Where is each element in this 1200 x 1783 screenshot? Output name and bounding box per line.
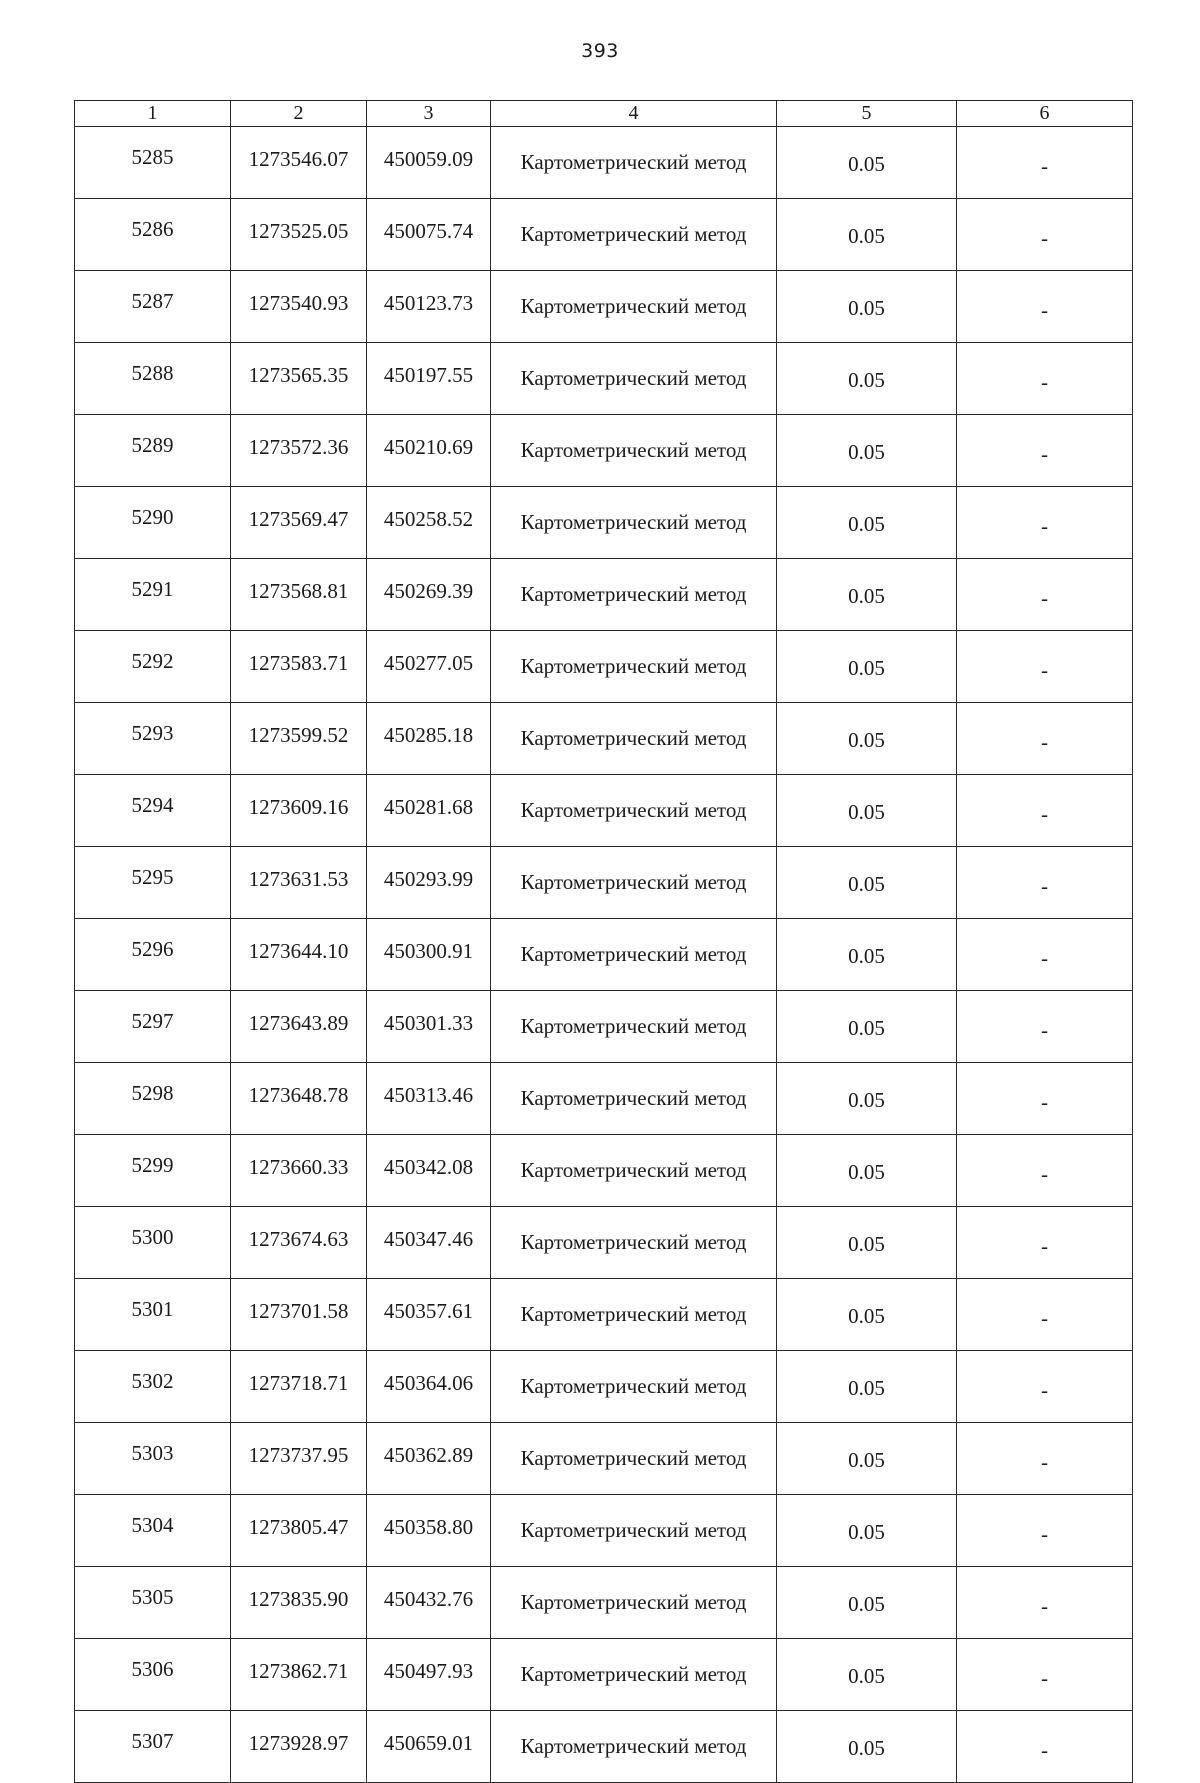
- table-row: [75, 847, 1133, 919]
- x-coordinate-cell: 1273644.10: [231, 919, 367, 991]
- table-body: [75, 127, 1133, 1783]
- note-cell: -: [957, 991, 1133, 1063]
- point-number-cell: 5288: [75, 343, 231, 415]
- header-col-6: 6: [957, 101, 1133, 127]
- table-row: [75, 1135, 1133, 1207]
- y-coordinate-cell: 450342.08: [367, 1135, 491, 1207]
- note-cell: -: [957, 199, 1133, 271]
- point-number-cell: 5285: [75, 127, 231, 199]
- header-col-5: 5: [777, 101, 957, 127]
- method-cell: Картометрический метод: [491, 1423, 777, 1495]
- table-row: [75, 1207, 1133, 1279]
- table-row: [75, 1711, 1133, 1783]
- note-cell: -: [957, 1495, 1133, 1567]
- method-cell: Картометрический метод: [491, 487, 777, 559]
- note-cell: -: [957, 271, 1133, 343]
- accuracy-cell: 0.05: [777, 919, 957, 991]
- accuracy-cell: 0.05: [777, 1423, 957, 1495]
- table-row: [75, 127, 1133, 199]
- x-coordinate-cell: 1273583.71: [231, 631, 367, 703]
- y-coordinate-cell: 450432.76: [367, 1567, 491, 1639]
- accuracy-cell: 0.05: [777, 631, 957, 703]
- note-cell: -: [957, 1639, 1133, 1711]
- table-row: [75, 1639, 1133, 1711]
- y-coordinate-cell: 450301.33: [367, 991, 491, 1063]
- method-cell: Картометрический метод: [491, 1279, 777, 1351]
- method-cell: Картометрический метод: [491, 559, 777, 631]
- x-coordinate-cell: 1273718.71: [231, 1351, 367, 1423]
- table-row: [75, 1351, 1133, 1423]
- table-row: [75, 487, 1133, 559]
- accuracy-cell: 0.05: [777, 703, 957, 775]
- x-coordinate-cell: 1273674.63: [231, 1207, 367, 1279]
- accuracy-cell: 0.05: [777, 1639, 957, 1711]
- method-cell: Картометрический метод: [491, 631, 777, 703]
- y-coordinate-cell: 450358.80: [367, 1495, 491, 1567]
- header-col-1: 1: [75, 101, 231, 127]
- point-number-cell: 5299: [75, 1135, 231, 1207]
- point-number-cell: 5301: [75, 1279, 231, 1351]
- x-coordinate-cell: 1273648.78: [231, 1063, 367, 1135]
- accuracy-cell: 0.05: [777, 127, 957, 199]
- accuracy-cell: 0.05: [777, 775, 957, 847]
- method-cell: Картометрический метод: [491, 847, 777, 919]
- table-row: [75, 703, 1133, 775]
- accuracy-cell: 0.05: [777, 559, 957, 631]
- table-row: [75, 775, 1133, 847]
- method-cell: Картометрический метод: [491, 1711, 777, 1783]
- accuracy-cell: 0.05: [777, 415, 957, 487]
- method-cell: Картометрический метод: [491, 1567, 777, 1639]
- table-row: [75, 343, 1133, 415]
- note-cell: -: [957, 1135, 1133, 1207]
- method-cell: Картометрический метод: [491, 703, 777, 775]
- method-cell: Картометрический метод: [491, 1135, 777, 1207]
- note-cell: -: [957, 487, 1133, 559]
- method-cell: Картометрический метод: [491, 775, 777, 847]
- x-coordinate-cell: 1273546.07: [231, 127, 367, 199]
- x-coordinate-cell: 1273599.52: [231, 703, 367, 775]
- point-number-cell: 5302: [75, 1351, 231, 1423]
- accuracy-cell: 0.05: [777, 991, 957, 1063]
- table-row: [75, 631, 1133, 703]
- note-cell: -: [957, 343, 1133, 415]
- point-number-cell: 5298: [75, 1063, 231, 1135]
- accuracy-cell: 0.05: [777, 1351, 957, 1423]
- y-coordinate-cell: 450059.09: [367, 127, 491, 199]
- point-number-cell: 5296: [75, 919, 231, 991]
- note-cell: -: [957, 847, 1133, 919]
- method-cell: Картометрический метод: [491, 199, 777, 271]
- x-coordinate-cell: 1273569.47: [231, 487, 367, 559]
- point-number-cell: 5291: [75, 559, 231, 631]
- page-number: 393: [581, 40, 619, 62]
- x-coordinate-cell: 1273862.71: [231, 1639, 367, 1711]
- table-row: [75, 199, 1133, 271]
- accuracy-cell: 0.05: [777, 199, 957, 271]
- accuracy-cell: 0.05: [777, 1711, 957, 1783]
- method-cell: Картометрический метод: [491, 991, 777, 1063]
- y-coordinate-cell: 450659.01: [367, 1711, 491, 1783]
- y-coordinate-cell: 450269.39: [367, 559, 491, 631]
- accuracy-cell: 0.05: [777, 1495, 957, 1567]
- point-number-cell: 5286: [75, 199, 231, 271]
- coordinates-table: [74, 100, 1133, 1783]
- point-number-cell: 5289: [75, 415, 231, 487]
- note-cell: -: [957, 1063, 1133, 1135]
- y-coordinate-cell: 450362.89: [367, 1423, 491, 1495]
- point-number-cell: 5290: [75, 487, 231, 559]
- note-cell: -: [957, 415, 1133, 487]
- table-row: [75, 919, 1133, 991]
- y-coordinate-cell: 450285.18: [367, 703, 491, 775]
- method-cell: Картометрический метод: [491, 415, 777, 487]
- point-number-cell: 5295: [75, 847, 231, 919]
- x-coordinate-cell: 1273609.16: [231, 775, 367, 847]
- point-number-cell: 5297: [75, 991, 231, 1063]
- x-coordinate-cell: 1273835.90: [231, 1567, 367, 1639]
- y-coordinate-cell: 450258.52: [367, 487, 491, 559]
- x-coordinate-cell: 1273568.81: [231, 559, 367, 631]
- accuracy-cell: 0.05: [777, 847, 957, 919]
- x-coordinate-cell: 1273805.47: [231, 1495, 367, 1567]
- point-number-cell: 5304: [75, 1495, 231, 1567]
- note-cell: -: [957, 1279, 1133, 1351]
- method-cell: Картометрический метод: [491, 1639, 777, 1711]
- x-coordinate-cell: 1273737.95: [231, 1423, 367, 1495]
- table-row: [75, 271, 1133, 343]
- note-cell: -: [957, 1423, 1133, 1495]
- table-row: [75, 991, 1133, 1063]
- point-number-cell: 5294: [75, 775, 231, 847]
- y-coordinate-cell: 450293.99: [367, 847, 491, 919]
- header-col-3: 3: [367, 101, 491, 127]
- accuracy-cell: 0.05: [777, 1135, 957, 1207]
- y-coordinate-cell: 450300.91: [367, 919, 491, 991]
- note-cell: -: [957, 559, 1133, 631]
- note-cell: -: [957, 1207, 1133, 1279]
- accuracy-cell: 0.05: [777, 271, 957, 343]
- x-coordinate-cell: 1273928.97: [231, 1711, 367, 1783]
- note-cell: -: [957, 703, 1133, 775]
- x-coordinate-cell: 1273525.05: [231, 199, 367, 271]
- accuracy-cell: 0.05: [777, 343, 957, 415]
- point-number-cell: 5300: [75, 1207, 231, 1279]
- method-cell: Картометрический метод: [491, 1063, 777, 1135]
- y-coordinate-cell: 450364.06: [367, 1351, 491, 1423]
- point-number-cell: 5292: [75, 631, 231, 703]
- y-coordinate-cell: 450497.93: [367, 1639, 491, 1711]
- table-container: [74, 100, 1132, 1783]
- accuracy-cell: 0.05: [777, 1063, 957, 1135]
- note-cell: -: [957, 775, 1133, 847]
- y-coordinate-cell: 450347.46: [367, 1207, 491, 1279]
- y-coordinate-cell: 450197.55: [367, 343, 491, 415]
- x-coordinate-cell: 1273565.35: [231, 343, 367, 415]
- y-coordinate-cell: 450123.73: [367, 271, 491, 343]
- y-coordinate-cell: 450357.61: [367, 1279, 491, 1351]
- x-coordinate-cell: 1273631.53: [231, 847, 367, 919]
- table-row: [75, 415, 1133, 487]
- note-cell: -: [957, 631, 1133, 703]
- method-cell: Картометрический метод: [491, 1351, 777, 1423]
- x-coordinate-cell: 1273572.36: [231, 415, 367, 487]
- y-coordinate-cell: 450277.05: [367, 631, 491, 703]
- note-cell: -: [957, 127, 1133, 199]
- method-cell: Картометрический метод: [491, 1207, 777, 1279]
- header-row: [75, 101, 1133, 127]
- point-number-cell: 5293: [75, 703, 231, 775]
- method-cell: Картометрический метод: [491, 127, 777, 199]
- table-row: [75, 1423, 1133, 1495]
- x-coordinate-cell: 1273701.58: [231, 1279, 367, 1351]
- point-number-cell: 5305: [75, 1567, 231, 1639]
- accuracy-cell: 0.05: [777, 1207, 957, 1279]
- y-coordinate-cell: 450313.46: [367, 1063, 491, 1135]
- table-header: [75, 101, 1133, 127]
- point-number-cell: 5306: [75, 1639, 231, 1711]
- table-row: [75, 559, 1133, 631]
- point-number-cell: 5287: [75, 271, 231, 343]
- method-cell: Картометрический метод: [491, 1495, 777, 1567]
- header-col-2: 2: [231, 101, 367, 127]
- table-row: [75, 1567, 1133, 1639]
- y-coordinate-cell: 450281.68: [367, 775, 491, 847]
- method-cell: Картометрический метод: [491, 919, 777, 991]
- x-coordinate-cell: 1273540.93: [231, 271, 367, 343]
- note-cell: -: [957, 919, 1133, 991]
- x-coordinate-cell: 1273660.33: [231, 1135, 367, 1207]
- y-coordinate-cell: 450210.69: [367, 415, 491, 487]
- method-cell: Картометрический метод: [491, 271, 777, 343]
- method-cell: Картометрический метод: [491, 343, 777, 415]
- point-number-cell: 5303: [75, 1423, 231, 1495]
- table-row: [75, 1495, 1133, 1567]
- note-cell: -: [957, 1711, 1133, 1783]
- table-row: [75, 1063, 1133, 1135]
- point-number-cell: 5307: [75, 1711, 231, 1783]
- accuracy-cell: 0.05: [777, 487, 957, 559]
- x-coordinate-cell: 1273643.89: [231, 991, 367, 1063]
- accuracy-cell: 0.05: [777, 1279, 957, 1351]
- note-cell: -: [957, 1351, 1133, 1423]
- y-coordinate-cell: 450075.74: [367, 199, 491, 271]
- header-col-4: 4: [491, 101, 777, 127]
- note-cell: -: [957, 1567, 1133, 1639]
- table-row: [75, 1279, 1133, 1351]
- accuracy-cell: 0.05: [777, 1567, 957, 1639]
